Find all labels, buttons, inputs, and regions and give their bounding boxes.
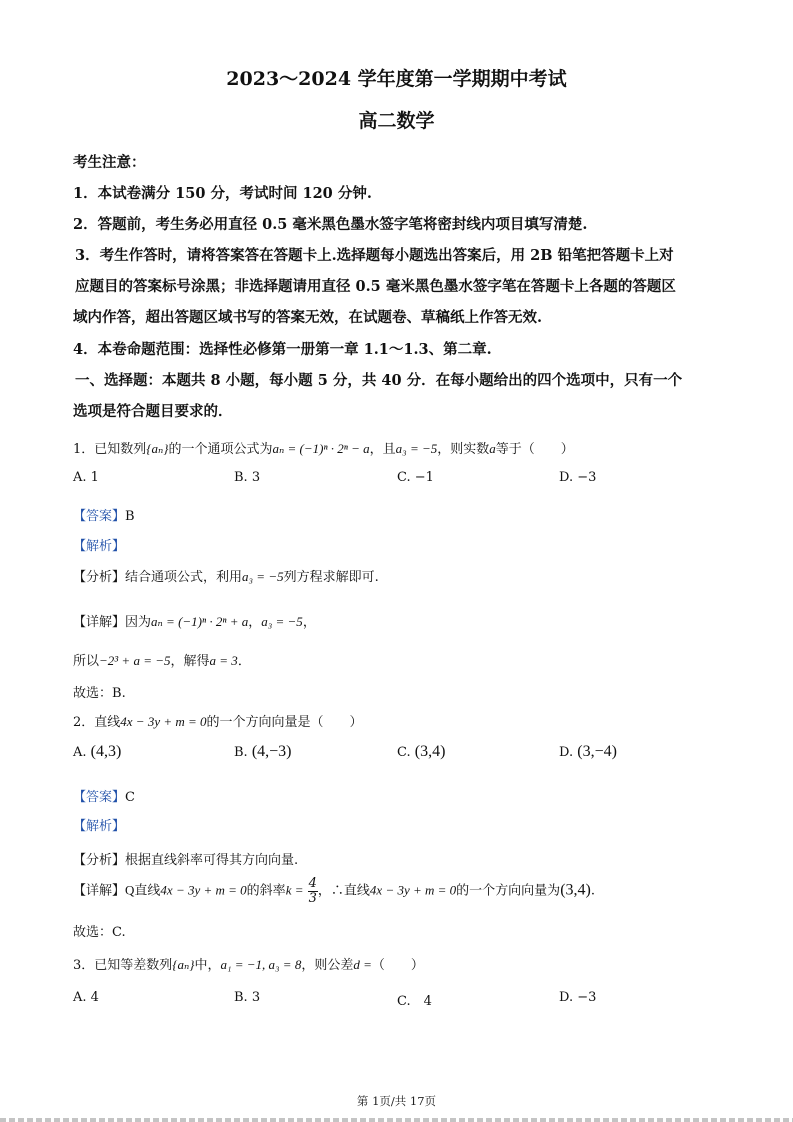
question-3-stem: 3．已知等差数列{aₙ}中，a₁ = −1, a₃ = 8，则公差d =（ ） [73,957,424,973]
notice-heading: 考生注意： [73,154,146,171]
question-2-stem: 2．直线4x − 3y + m = 0的一个方向向量是（ ） [73,714,363,730]
question-2-detail: 【详解】Q直线4x − 3y + m = 0的斜率k = $\frac{4}{3}$ ，∴直线4x − 3y + m = 0的一个方向向量为(3,4). [73,876,595,906]
slope-fraction: $\frac{4}{3}$ [308,876,317,906]
question-2-fenxi: 【分析】根据直线斜率可得其方向向量. [73,853,299,868]
notice-item: 域内作答，超出答题区域书写的答案无效，在试题卷、草稿纸上作答无效. [73,309,543,326]
question-1-option-b: B. 3 [234,470,261,485]
question-2-option-a: A. (4,3) [73,743,122,760]
notice-item: 3．考生作答时，请将答案答在答题卡上.选择题每小题选出答案后，用 2B 铅笔把答题卡上对 [75,247,674,264]
exam-subtitle: 高二数学 [358,110,435,132]
question-1-fenxi: 【分析】结合通项公式，利用a₃ = −5列方程求解即可. [73,569,379,585]
question-1-answer: 【答案】B [73,509,135,524]
section-heading: 选项是符合题目要求的． [73,403,233,420]
question-1-detail: 【详解】因为aₙ = (−1)ⁿ · 2ⁿ + a，a₃ = −5， [73,614,316,630]
section-heading: 一、选择题：本题共 8 小题，每小题 5 分，共 40 分．在每小题给出的四个选项中，只有一个 [75,372,683,389]
question-2-choose: 故选：C. [73,925,126,940]
question-2-option-c: C. (3,4) [397,743,446,760]
question-1-option-c: C. −1 [397,470,434,485]
question-3-option-a: A. 4 [73,990,99,1005]
question-2-analysis-tag: 【解析】 [73,819,126,834]
exam-title: 2023～2024 学年度第一学期期中考试 [226,68,567,90]
question-1-option-a: A. 1 [73,470,99,485]
question-3-option-d: D. −3 [559,990,597,1005]
question-2-option-b: B. (4,−3) [234,743,292,760]
notice-item: 4．本卷命题范围：选择性必修第一册第一章 1.1～1.3、第二章. [73,341,492,358]
question-1-option-d: D. −3 [559,470,597,485]
question-1-analysis-tag: 【解析】 [73,539,126,554]
question-2-answer: 【答案】C [73,790,135,805]
question-1-detail-line2: 所以−2³ + a = −5，解得a = 3． [73,653,251,669]
page-bottom-divider [0,1118,793,1122]
notice-item: 2．答题前，考生务必用直径 0.5 毫米黑色墨水签字笔将密封线内项目填写清楚. [73,216,588,233]
question-3-option-b: B. 3 [234,990,261,1005]
page-footer: 第 1页/共 17页 [356,1094,437,1108]
question-1-choose: 故选：B. [73,686,126,701]
notice-item: 应题目的答案标号涂黑；非选择题请用直径 0.5 毫米黑色墨水签字笔在答题卡上各题的答题区 [75,278,676,295]
notice-item: 1．本试卷满分 150 分，考试时间 120 分钟. [73,185,372,202]
question-1-stem: 1．已知数列{aₙ}的一个通项公式为aₙ = (−1)ⁿ · 2ⁿ − a，且a₃ = −5，则实数a等于（ ） [73,441,574,457]
question-3-option-c: C. 4 [397,994,432,1009]
question-2-option-d: D. (3,−4) [559,743,617,760]
